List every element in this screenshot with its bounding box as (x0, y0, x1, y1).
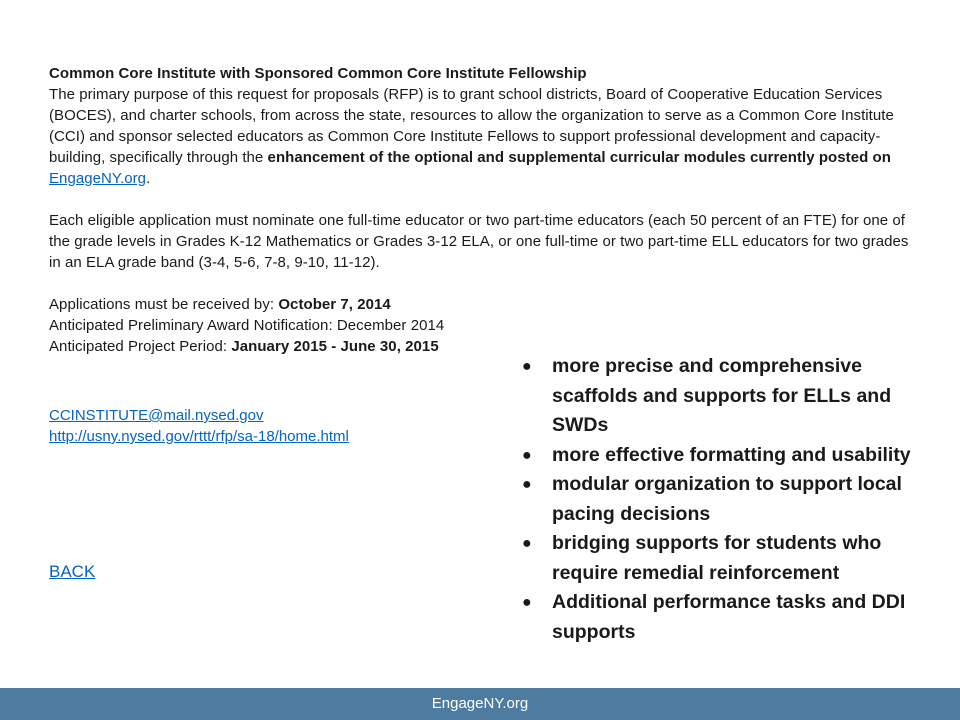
footer-bar (0, 688, 960, 720)
list-item-text: bridging supports for students who require remedial reinforcement (552, 532, 882, 584)
footer-text: EngageNY.org (431, 695, 529, 712)
project-period-label: Anticipated Project Period: (49, 338, 232, 355)
enhancements-list (522, 352, 952, 647)
bullet-icon: ● (522, 446, 532, 464)
bullet-icon: ● (522, 594, 532, 611)
list-item (522, 470, 952, 529)
paragraph-spacer (49, 273, 909, 294)
purpose-text: The primary purpose of this request for proposals (RFP) is to grant school districts, Board of Cooperative Education Services (BOCES), and charter schools, from across the state, resources to allow the organization to serve as a Common Core Institute (CCI) and sponsor selected educators as Common Core Institute Fellows to support professional development and capacity-building, specifically through the (49, 86, 894, 166)
purpose-paragraph (49, 84, 909, 189)
deadline-label: Applications must be received by: (49, 296, 279, 313)
deadline-line (49, 294, 909, 315)
list-item (522, 588, 952, 647)
project-period-value: January 2015 - June 30, 2015 (231, 338, 439, 355)
list-item (522, 352, 952, 441)
email-link[interactable]: CCINSTITUTE@mail.nysed.gov (49, 407, 264, 424)
bullet-icon: ● (522, 358, 532, 375)
list-item-text: more precise and comprehensive scaffolds and supports for ELLs and SWDs (552, 355, 892, 436)
bullet-icon: ● (522, 535, 532, 552)
notification-line: Anticipated Preliminary Award Notification: December 2014 (49, 317, 445, 334)
paragraph-spacer (49, 189, 909, 210)
list-item (522, 529, 952, 588)
main-text-block (49, 63, 909, 357)
bullet-icon: ● (522, 476, 532, 493)
deadline-value: October 7, 2014 (278, 296, 391, 313)
list-item-text: Additional performance tasks and DDI supports (552, 591, 906, 643)
engageny-link[interactable]: EngageNY.org (49, 170, 147, 187)
list-item-text: modular organization to support local pacing decisions (552, 473, 902, 525)
contact-links (49, 405, 349, 447)
back-link[interactable]: BACK (49, 562, 96, 581)
list-item-text: more effective formatting and usability (552, 443, 911, 466)
eligibility-paragraph: Each eligible application must nominate one full-time educator or two part-time educators (each 50 percent of an FTE) for one of the grade levels in Grades K-12 Mathematics or Grades 3-12 ELA, or one full-time or two part-time ELL educators for two grades in an ELA grade band (3-4, 5-6, 7-8, 9-10, 11-12). (49, 212, 909, 271)
fellowship-heading: Common Core Institute with Sponsored Common Core Institute Fellowship (49, 65, 587, 82)
list-item (522, 441, 952, 471)
purpose-period: . (146, 170, 151, 187)
purpose-emphasis: enhancement of the optional and supplemental curricular modules currently posted on (267, 149, 891, 166)
rfp-url-link[interactable]: http://usny.nysed.gov/rttt/rfp/sa-18/home.html (49, 428, 349, 445)
